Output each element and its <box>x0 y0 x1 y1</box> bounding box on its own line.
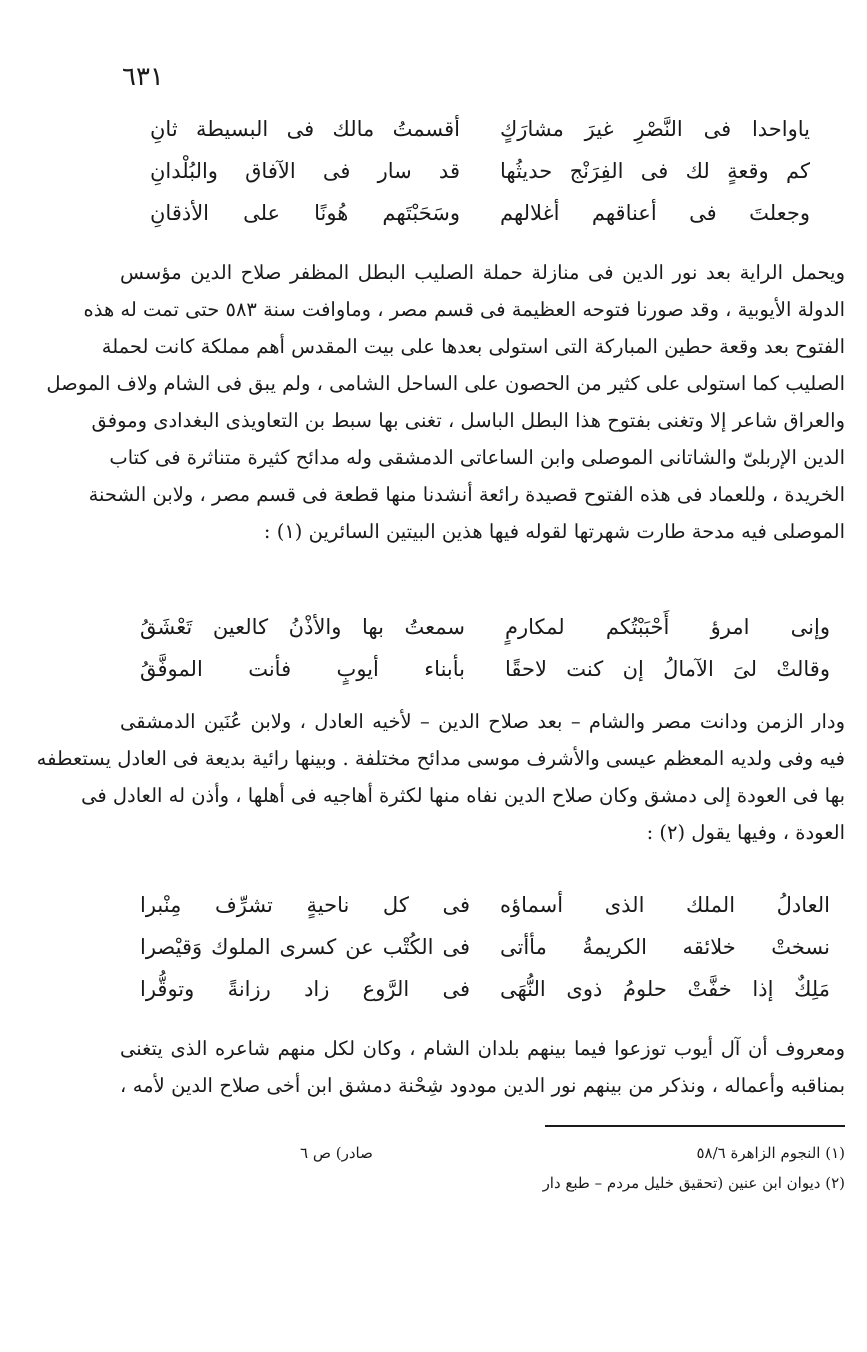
verse-second-hemistich: بأبناء أيوبٍ فأنت الموفَّقُ <box>140 657 465 681</box>
verse-second-hemistich: سمعتُ بها والأذْنُ كالعين تَعْشَقُ <box>140 615 465 639</box>
verse-second-hemistich: فى الرَّوع زاد رزانةً وتوقُّرا <box>140 977 470 1001</box>
verse-first-hemistich: العادلُ الملك الذى أسماؤه <box>500 893 830 917</box>
text-line: بها فى العودة إلى دمشق وكان صلاح الدين نفاه منها لكثرة أهاجيه فى أهلها ، وأذن له العادل فى <box>81 784 845 807</box>
verse-line <box>150 150 810 192</box>
page-number: ٦٣١ <box>122 62 164 92</box>
verse-line <box>140 968 830 1010</box>
text-line: والعراق شاعر إلا وتغنى بفتوح هذا البطل الباسل ، تغنى بها سبط بن التعاويذى البغدادى وموفق <box>91 409 845 432</box>
verse-first-hemistich: ياواحدا فى النَّصْرِ غيرَ مشارَكٍ <box>500 117 810 141</box>
text-line: بمناقبه وأعماله ، ونذكر من بينهم نور الدين مودود شِحْنة دمشق ابن أخى صلاح الدين لأمه ، <box>120 1074 845 1097</box>
text-line: ومعروف أن آل أيوب توزعوا فيما بينهم بلدان الشام ، وكان لكل منهم شاعره الذى يتغنى <box>120 1037 845 1060</box>
verse-first-hemistich: كم وقعةٍ لك فى الفِرَنْج حديثُها <box>500 159 810 183</box>
text-line: العودة ، وفيها يقول (٢) : <box>646 821 845 844</box>
verse-line <box>150 192 810 234</box>
paragraph-ayyubids <box>120 1030 845 1104</box>
verse-line <box>150 108 810 150</box>
paragraph-salah-al-din <box>46 254 845 550</box>
footnote-divider <box>545 1125 845 1127</box>
poem-verses-1 <box>150 108 810 234</box>
verse-first-hemistich: وإنى امرؤ أَحْبَبْتُكم لمكارمٍ <box>505 615 830 639</box>
text-line: الخريدة ، وللعماد فى هذه الفتوح قصيدة رائعة أنشدنا منها قطعة فى قسم مصر ، ولابن الشحنة <box>88 483 845 506</box>
poem-verses-2 <box>140 606 830 690</box>
text-line: ويحمل الراية بعد نور الدين فى منازلة حملة الصليب البطل المظفر صلاح الدين مؤسس <box>120 261 845 284</box>
text-line: الموصلى فيه مدحة طارت شهرتها لقوله فيها هذين البيتين السائرين (١) : <box>263 520 845 543</box>
text-line: الدولة الأيوبية ، وقد صورنا فتوحه العظيمة فى قسم مصر ، وماوافت سنة ٥٨٣ حتى تمت له هذه <box>83 298 845 321</box>
footnote <box>300 1168 845 1198</box>
text-line: فيه وفى ولديه المعظم عيسى والأشرف موسى مدائح مختلفة . وبينها رائية بديعة فى العادل يستعطفه <box>36 747 845 770</box>
footnote-text: (٢) ديوان ابن عنين (تحقيق خليل مردم – طبع دار <box>542 1174 845 1192</box>
verse-second-hemistich: أقسمتُ مالك فى البسيطة ثانِ <box>150 117 460 141</box>
poem-verses-3 <box>140 884 830 1010</box>
footnote-text: (١) النجوم الزاهرة ٥٨/٦ <box>696 1144 845 1162</box>
paragraph-al-adil <box>36 703 845 851</box>
verse-first-hemistich: وقالتْ لىَ الآمالُ إن كنت لاحقًا <box>505 657 830 681</box>
verse-second-hemistich: فى كل ناحيةٍ تشرِّف مِنْبرا <box>140 893 470 917</box>
footnote-continuation: صادر) ص ٦ <box>300 1144 373 1162</box>
verse-first-hemistich: وجعلتَ فى أعناقهم أغلالهم <box>500 201 810 225</box>
footnotes <box>300 1138 845 1198</box>
text-line: الدين الإربلىّ والشاتانى الموصلى وابن الساعاتى الدمشقى وله مدائح كثيرة متناثرة فى كتاب <box>109 446 845 469</box>
text-line: الفتوح بعد وقعة حطين المباركة التى استولى بعدها على بيت المقدس أهم مملكة كانت لحملة <box>101 335 845 358</box>
footnote <box>300 1138 845 1168</box>
verse-line <box>140 606 830 648</box>
verse-line <box>140 884 830 926</box>
verse-first-hemistich: مَلِكٌ إذا خفَّتْ حلومُ ذوى النُّهَى <box>500 977 830 1001</box>
verse-line <box>140 648 830 690</box>
verse-first-hemistich: نسختْ خلائقه الكريمةُ مأأتى <box>500 935 830 959</box>
verse-line <box>140 926 830 968</box>
verse-second-hemistich: وسَحَبْتَهم هُونًا على الأذقانِ <box>150 201 460 225</box>
text-line: الصليب كما استولى على كثير من الحصون على الساحل الشامى ، ولم يبق فى الشام ولاف الموصل <box>46 372 845 395</box>
text-line: ودار الزمن ودانت مصر والشام – بعد صلاح الدين – لأخيه العادل ، ولابن عُنَين الدمشقى <box>120 710 845 733</box>
verse-second-hemistich: فى الكُتْب عن كسرى الملوك وَقيْصرا <box>140 935 470 959</box>
verse-second-hemistich: قد سار فى الآفاق والبُلْدانِ <box>150 159 460 183</box>
